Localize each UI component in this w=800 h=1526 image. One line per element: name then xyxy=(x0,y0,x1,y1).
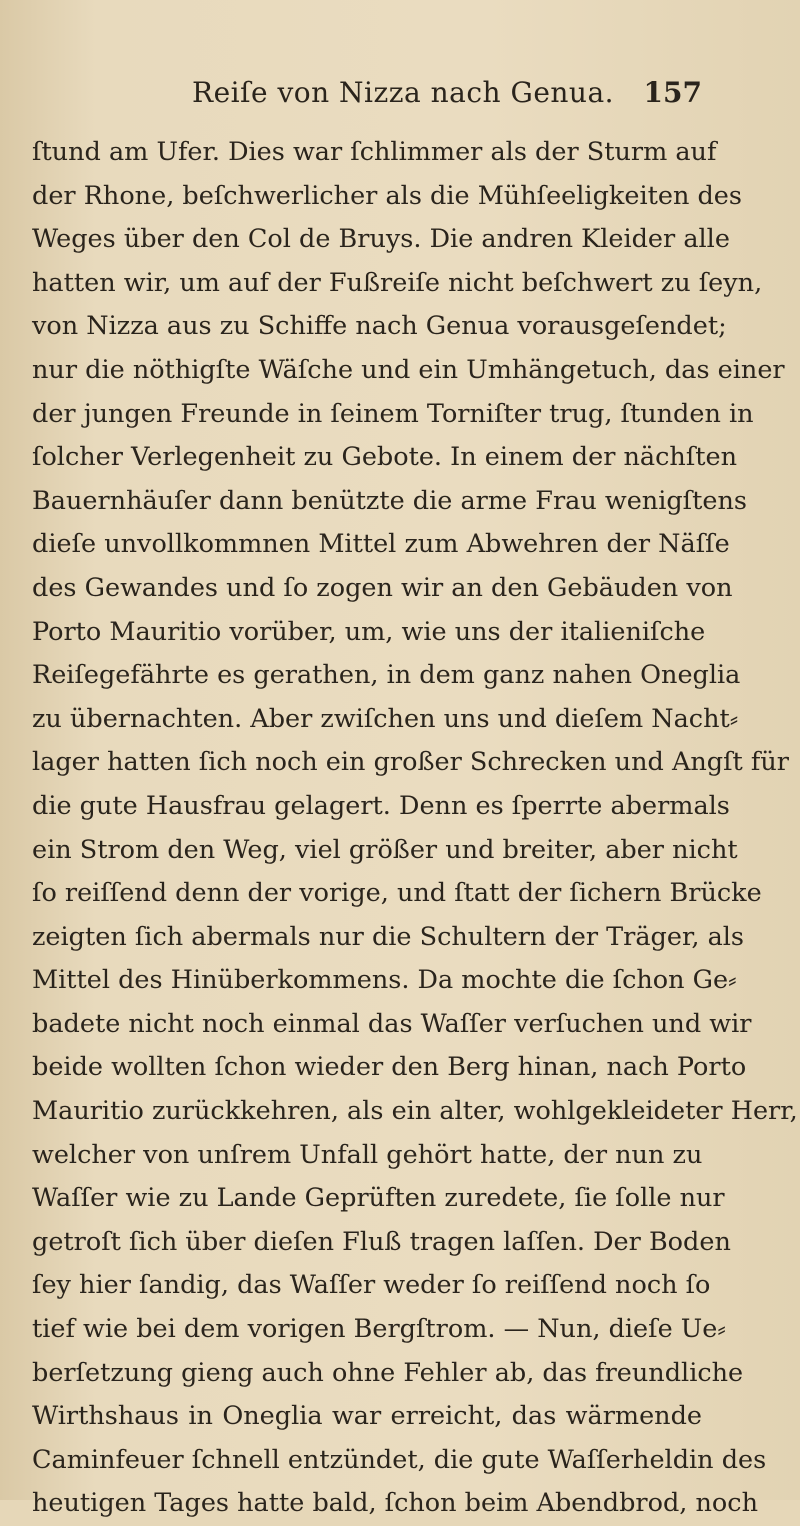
text-line: tief wie bei dem vorigen Bergſtrom. — Nun, dieſe Ue⸗ xyxy=(32,1314,726,1345)
running-title: Reiſe von Nizza nach Genua. xyxy=(192,76,615,109)
text-line: beide wollten ſchon wieder den Berg hinan, nach Porto xyxy=(32,1052,747,1083)
body-text xyxy=(32,131,798,1526)
text-line: lager hatten ſich noch ein großer Schrecken und Angſt für xyxy=(32,747,789,778)
text-line: zeigten ſich abermals nur die Schultern der Träger, als xyxy=(32,921,745,952)
text-line: ſtund am Ufer. Dies war ſchlimmer als der Sturm auf xyxy=(32,137,717,167)
text-line: Weges über den Col de Bruys. Die andren Kleider alle xyxy=(32,224,730,255)
text-line: Reiſegefährte es gerathen, in dem ganz nahen Oneglia xyxy=(32,660,741,691)
page-number: 157 xyxy=(643,76,702,109)
text-line: Wirthshaus in Oneglia war erreicht, das wärmende xyxy=(32,1401,702,1432)
text-line: der jungen Freunde in ſeinem Torniſter trug, ſtunden in xyxy=(32,398,754,429)
text-line: badete nicht noch einmal das Waſſer verſuchen und wir xyxy=(32,1008,752,1039)
text-line: heutigen Tages hatte bald, ſchon beim Abendbrod, noch xyxy=(32,1488,758,1519)
text-line: Caminfeuer ſchnell entzündet, die gute Waſſerheldin des xyxy=(32,1444,767,1475)
text-line: der Rhone, beſchwerlicher als die Mühſeeligkeiten des xyxy=(32,180,742,211)
text-line: die gute Hausfrau gelagert. Denn es ſperrte abermals xyxy=(32,790,730,821)
page-header xyxy=(32,70,700,120)
text-line: von Nizza aus zu Schiffe nach Genua vorausgeſendet; xyxy=(32,311,727,342)
text-line: nur die nöthigſte Wäſche und ein Umhängetuch, das einer xyxy=(32,354,785,385)
text-line: welcher von unſrem Unfall gehört hatte, der nun zu xyxy=(32,1139,703,1170)
text-line: Bauernhäuſer dann benützte die arme Frau wenigſtens xyxy=(32,485,747,516)
text-line: ſey hier ſandig, das Waſſer weder ſo reiſſend noch ſo xyxy=(32,1270,711,1301)
text-line: zu übernachten. Aber zwiſchen uns und dieſem Nacht⸗ xyxy=(32,703,739,734)
text-line: des Gewandes und ſo zogen wir an den Gebäuden von xyxy=(32,572,733,603)
text-line: getroſt ſich über dieſen Fluß tragen laſſen. Der Boden xyxy=(32,1226,731,1257)
text-line: dieſe unvollkommnen Mittel zum Abwehren der Näſſe xyxy=(32,529,730,560)
text-line: ſolcher Verlegenheit zu Gebote. In einem der nächſten xyxy=(32,442,738,473)
text-line: Mittel des Hinüberkommens. Da mochte die ſchon Ge⸗ xyxy=(32,965,737,996)
text-line: Waſſer wie zu Lande Geprüften zuredete, ſie ſolle nur xyxy=(32,1183,725,1214)
text-line: berſetzung gieng auch ohne Fehler ab, das freundliche xyxy=(32,1357,744,1388)
text-line: Porto Mauritio vorüber, um, wie uns der italieniſche xyxy=(32,616,706,647)
text-line: ſo reiſſend denn der vorige, und ſtatt der ſichern Brücke xyxy=(32,878,762,909)
text-line: Mauritio zurückkehren, als ein alter, wohlgekleideter Herr, xyxy=(32,1096,798,1127)
text-line: hatten wir, um auf der Fußreiſe nicht beſchwert zu ſeyn, xyxy=(32,267,763,298)
text-line: ein Strom den Weg, viel größer und breiter, aber nicht xyxy=(32,834,738,865)
